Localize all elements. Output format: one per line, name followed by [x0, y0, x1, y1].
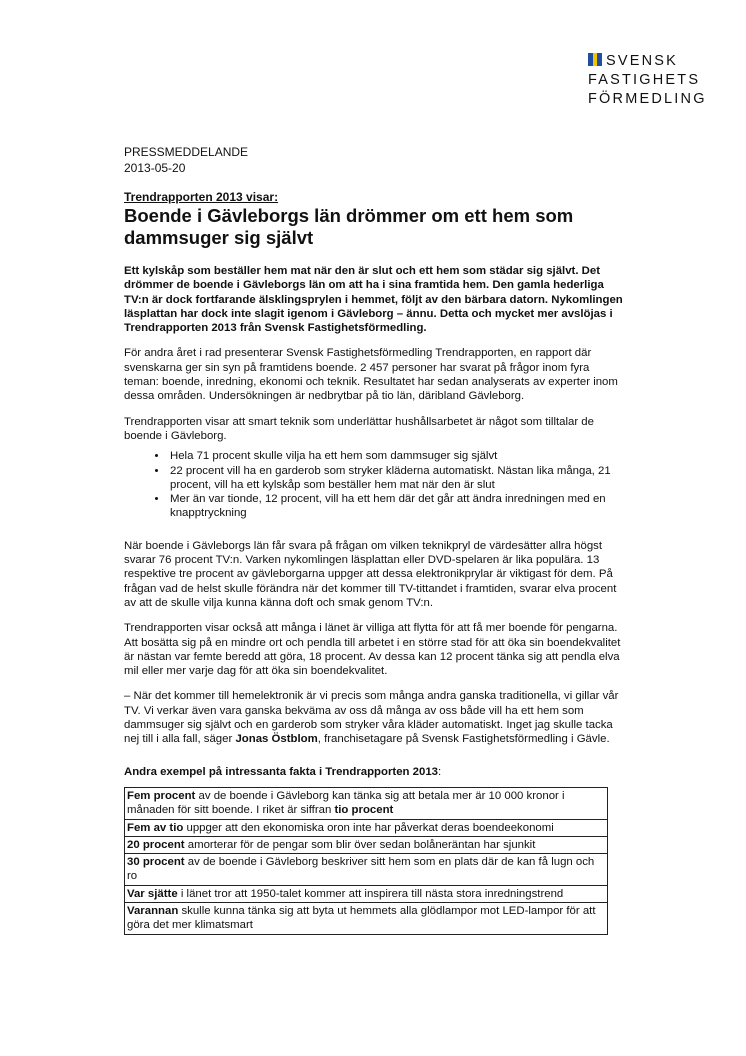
table-row — [125, 819, 608, 836]
press-release-body — [124, 144, 624, 935]
bullet-item: • Hela 71 procent skulle vilja ha ett hem som dammsuger sig självt — [168, 449, 624, 463]
logo-text-1: SVENSK — [606, 53, 679, 69]
table-cell — [125, 836, 608, 853]
bullet-item: • 22 procent vill ha en garderob som stryker kläderna automatiskt. Nästan lika många, 21 procent, vill ha ett kylskåp som beställer hem mat när den är slut — [168, 464, 624, 493]
facts-title-text: Andra exempel på intressanta fakta i Trendrapporten 2013 — [124, 765, 438, 778]
logo-line-2: FASTIGHETS — [588, 72, 701, 88]
fact-highlight: 20 procent — [127, 838, 185, 851]
table-cell — [125, 854, 608, 886]
table-cell — [125, 819, 608, 836]
document-type: PRESSMEDDELANDE — [124, 145, 249, 159]
fact-highlight: Var sjätte — [127, 887, 178, 900]
body-paragraph-1: För andra året i rad presenterar Svensk Fastighetsförmedling Trendrapporten, en rapport där svenskarna ger sin syn på framtidens boende. 2 457 personer har svarat på frågor inom fyra teman: boende, inredning, ekonomi och teknik. Resultatet har sedan analyserats av experter inom dessa områden. Undersökningen är nedbrytbar på tio län, däribland Gävleborg. — [124, 347, 618, 403]
fact-text: av de boende i Gävleborg beskriver sitt hem som en plats där de kan få lugn och ro — [127, 856, 595, 883]
company-logo — [588, 52, 718, 109]
fact-text: i länet tror att 1950-talet kommer att inspirera till nästa stora inredningstrend — [177, 887, 564, 900]
body-paragraph-4: Trendrapporten visar också att många i länet är villiga att flytta för att få mer boende för pengarna. Att bosätta sig på en mindre ort och pendla till arbetet i en större stad för att öka sin boendekvalitet är nästan var femte beredd att göra, 18 procent. Av dessa kan 12 procent tänka sig att pendla elva mil eller mer varje dag för att öka sin boendekvalitet. — [124, 622, 621, 678]
lead-paragraph: Ett kylskåp som beställer hem mat när den är slut och ett hem som städar sig självt. Det drömmer de boende i Gävleborgs län om att ha i sina framtida hem. Den gamla hederliga TV:n är dock fortfarande älsklingsprylen i hemmet, följt av den bärbara datorn. Nykomlingen läsplattan har dock inte slagit igenom i Gävleborg – ännu. Detta och mycket mer avslöjas i Trendrapporten 2013 från Svensk Fastighetsförmedling. — [124, 265, 623, 335]
logo-line-1 — [588, 52, 718, 71]
fact-highlight: 30 procent — [127, 856, 185, 869]
fact-text: skulle kunna tänka sig att byta ut hemmets alla glödlampor mot LED-lampor för att göra det mer klimatsmart — [127, 904, 596, 932]
table-row — [125, 902, 608, 934]
fact-text: uppger att den ekonomiska oron inte har påverkat deras boendeekonomi — [183, 821, 554, 834]
table-cell — [125, 885, 608, 902]
logo-line-3: FÖRMEDLING — [588, 91, 707, 107]
table-row — [125, 885, 608, 902]
fact-text: av de boende i Gävleborg kan tänka sig att betala mer är 10 000 kronor i månaden för sitt boende. I riket är siffran — [127, 789, 565, 817]
swedish-flag-icon — [588, 53, 602, 66]
facts-table — [124, 787, 608, 935]
table-row — [125, 836, 608, 853]
quote-text: – När det kommer till hemelektronik är vi precis som många andra ganska traditionella, vi gillar vår TV. Vi verkar även vara ganska bekväma av oss då många av oss både vill ha ett hem som dammsuger sig självt och en garderob som stryker våra kläder automatiskt. Inget jag skulle tacka nej till i alla fall, säger — [124, 690, 619, 746]
kicker: Trendrapporten 2013 visar: — [124, 190, 279, 204]
table-cell — [125, 787, 608, 819]
body-paragraph-2: Trendrapporten visar att smart teknik som underlättar hushållsarbetet är något som tilltalar de boende i Gävleborg. — [124, 415, 594, 442]
table-row — [125, 854, 608, 886]
facts-title-colon: : — [438, 765, 442, 778]
fact-highlight: Fem av tio — [127, 821, 184, 834]
fact-text: amorterar för de pengar som blir över sedan bolåneräntan har sjunkit — [184, 838, 536, 851]
bullet-list — [124, 449, 624, 520]
fact-highlight-2: tio procent — [334, 804, 394, 817]
body-paragraph-3: När boende i Gävleborgs län får svara på frågan om vilken teknikpryl de värdesätter allra högst svarar 76 procent TV:n. Varken nykomlingen läsplattan eller DVD-spelaren är lika populära. 13 respektive tre procent av gävleborgarna uppger att dessa elektronikprylar är viktigast för dem. På frågan vad de helst skulle förändra när det kommer till TV-tittandet i framtiden, svarar elva procent av att de skulle vilja kunna känna doft och smak genom TV:n. — [124, 539, 617, 609]
bullet-item: • Mer än var tionde, 12 procent, vill ha ett hem där det går att ändra inredningen med en knapptryckning — [168, 492, 624, 521]
facts-title — [124, 765, 624, 779]
quote-tail: , franchisetagare på Svensk Fastighetsförmedling i Gävle. — [317, 733, 610, 746]
table-cell — [125, 902, 608, 934]
table-row — [125, 787, 608, 819]
quote-paragraph — [124, 689, 624, 746]
fact-highlight: Varannan — [127, 904, 179, 917]
quote-name: Jonas Östblom — [235, 733, 318, 746]
document-date: 2013-05-20 — [124, 161, 186, 175]
headline: Boende i Gävleborgs län drömmer om ett hem som dammsuger sig självt — [124, 205, 574, 248]
fact-highlight: Fem procent — [127, 789, 196, 802]
